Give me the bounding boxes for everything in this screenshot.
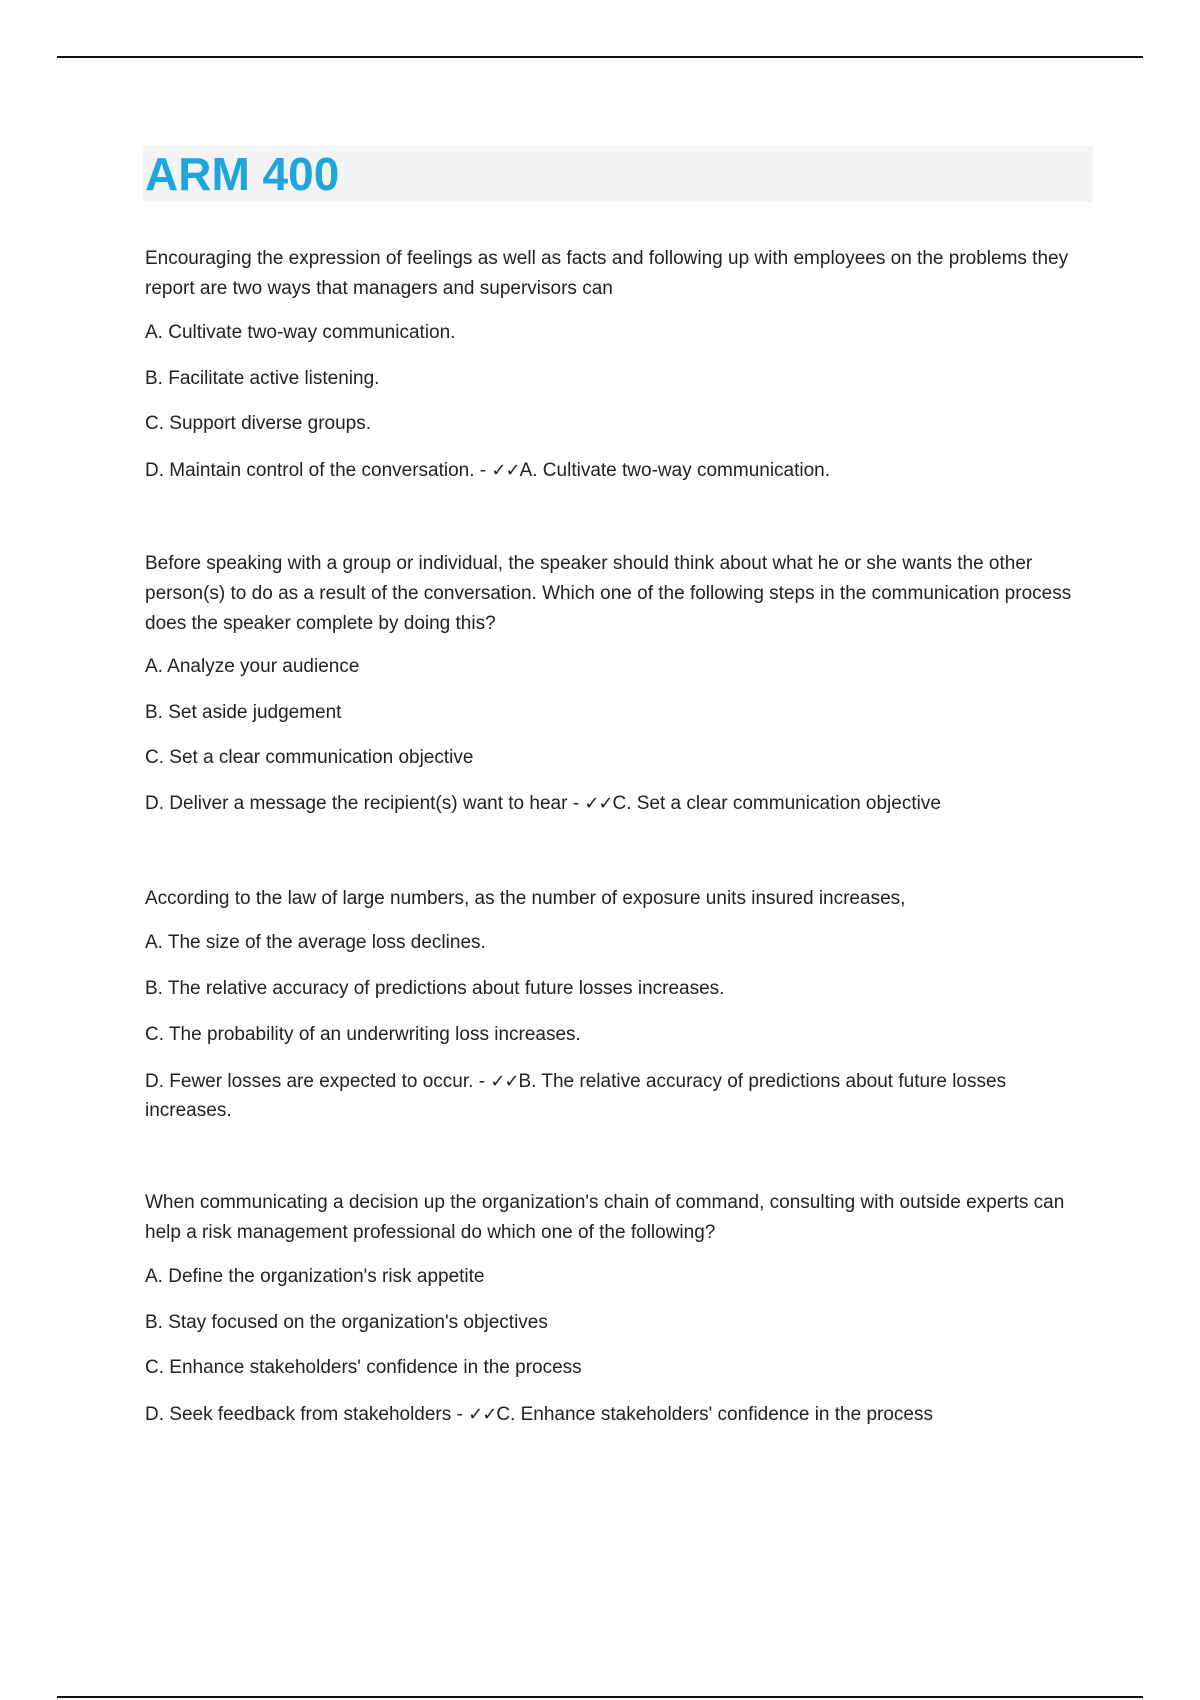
option-d: D. Seek feedback from stakeholders [145,1404,452,1425]
option-a: A. Analyze your audience [145,656,360,677]
option-b: B. The relative accuracy of predictions about future losses increases. [145,978,725,999]
option-a: A. Define the organization's risk appetite [145,1266,485,1287]
question-4 [145,1188,1095,1425]
option-a: A. Cultivate two-way communication. [145,322,456,343]
option-d-with-answer [145,1400,1095,1429]
question-stem: Encouraging the expression of feelings as well as facts and following up with employees on the problems they report are two ways that managers and supervisors can [145,248,1069,299]
option-d: D. Fewer losses are expected to occur. [145,1071,474,1092]
bottom-rule [57,1696,1143,1698]
option-d-with-answer [145,456,1095,485]
answer-separator: - [473,1071,491,1092]
question-stem: When communicating a decision up the organization's chain of command, consulting with outside experts can help a risk management professional do which one of the following? [145,1192,1065,1243]
option-d: D. Maintain control of the conversation. [145,460,475,481]
check-icon: ✓✓ [490,1071,519,1092]
check-icon: ✓✓ [584,793,613,814]
document-title: ARM 400 [145,148,340,200]
question-stem: Before speaking with a group or individual, the speaker should think about what he or she wants the other person(s) to do as a result of the conversation. Which one of the following steps in the communication process does the speaker complete by doing this? [145,553,1072,634]
option-a: A. The size of the average loss declines. [145,932,486,953]
option-d: D. Deliver a message the recipient(s) want to hear [145,793,568,814]
correct-answer: A. Cultivate two-way communication. [519,460,831,481]
option-b: B. Stay focused on the organization's objectives [145,1312,548,1333]
question-3 [145,884,1095,1121]
option-d-with-answer [145,789,1095,818]
correct-answer: B. The relative accuracy of predictions about future losses increases. [145,1071,1007,1121]
question-2 [145,549,1095,814]
correct-answer: C. Set a clear communication objective [612,793,941,814]
check-icon: ✓✓ [468,1404,497,1425]
check-icon: ✓✓ [491,460,520,481]
answer-separator: - [451,1404,469,1425]
answer-separator: - [567,793,585,814]
correct-answer: C. Enhance stakeholders' confidence in the process [496,1404,933,1425]
question-stem: According to the law of large numbers, as the number of exposure units insured increases, [145,888,906,909]
option-b: B. Facilitate active listening. [145,368,380,389]
option-d-with-answer [145,1067,1095,1125]
answer-separator: - [474,460,492,481]
question-1 [145,244,1095,481]
option-c: C. Set a clear communication objective [145,747,474,768]
option-c: C. The probability of an underwriting loss increases. [145,1024,581,1045]
option-b: B. Set aside judgement [145,702,342,723]
option-c: C. Support diverse groups. [145,413,372,434]
option-c: C. Enhance stakeholders' confidence in the process [145,1357,582,1378]
top-rule [57,56,1143,58]
